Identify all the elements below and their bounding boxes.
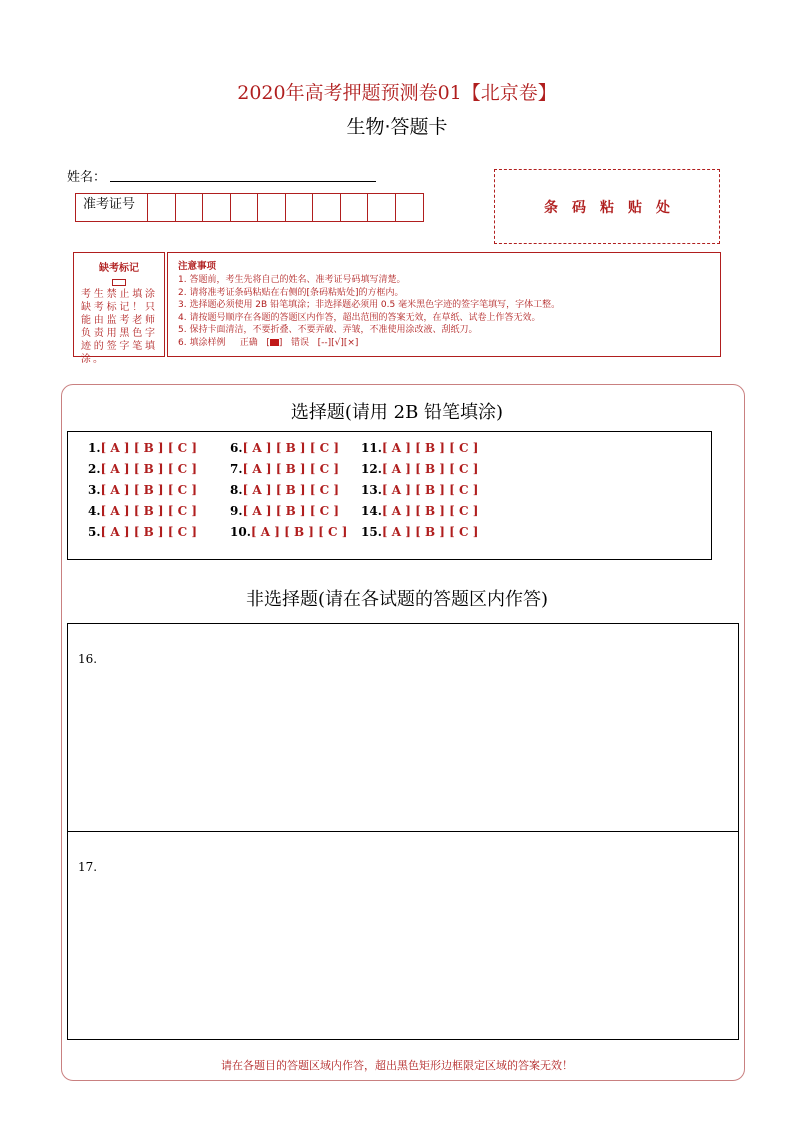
barcode-area bbox=[494, 169, 720, 244]
page-subtitle: 生物·答题卡 bbox=[346, 116, 448, 138]
notes-box bbox=[167, 252, 721, 357]
mc-heading: 选择题(请用 2B 铅笔填涂) bbox=[290, 402, 504, 423]
mc-question[interactable] bbox=[230, 483, 339, 497]
note-item: 1. 答题前，考生先将自己的姓名、准考证号码填写清楚。 bbox=[178, 275, 406, 285]
exam-id-cell[interactable] bbox=[368, 194, 396, 221]
mc-options[interactable]: [ A ] [ B ] [ C ] bbox=[250, 525, 348, 539]
mc-question[interactable] bbox=[230, 504, 339, 518]
fill-sample-wrong-marks: [--][√][×] bbox=[317, 337, 359, 348]
absent-mark-bubble[interactable] bbox=[112, 279, 126, 286]
mc-question-number: 11. bbox=[361, 441, 382, 455]
mc-question-number: 1. bbox=[88, 441, 101, 455]
absent-mark-box bbox=[73, 252, 165, 365]
answer-area-17[interactable] bbox=[67, 831, 739, 1040]
exam-id-cell[interactable] bbox=[396, 194, 424, 221]
footer-warning: 请在各题目的答题区域内作答，超出黑色矩形边框限定区域的答案无效！ bbox=[221, 1059, 573, 1072]
exam-id-cell[interactable] bbox=[313, 194, 341, 221]
mc-options[interactable]: [ A ] [ B ] [ C ] bbox=[100, 441, 198, 455]
mc-options[interactable]: [ A ] [ B ] [ C ] bbox=[381, 483, 479, 497]
filled-square-icon bbox=[270, 339, 279, 346]
question-number-17: 17. bbox=[78, 860, 98, 874]
mc-options[interactable]: [ A ] [ B ] [ C ] bbox=[100, 525, 198, 539]
mc-question-number: 7. bbox=[230, 462, 243, 476]
fill-sample-line: 6. 填涂样例 正确 [ ] 错误 [--][√][×] bbox=[178, 337, 359, 348]
mc-options[interactable]: [ A ] [ B ] [ C ] bbox=[242, 462, 340, 476]
name-field[interactable] bbox=[110, 181, 376, 182]
question-number-16: 16. bbox=[78, 652, 98, 666]
exam-id-cell[interactable] bbox=[231, 194, 259, 221]
exam-id-cell[interactable] bbox=[203, 194, 231, 221]
mc-question-number: 2. bbox=[88, 462, 101, 476]
mc-question-number: 6. bbox=[230, 441, 243, 455]
exam-id-table bbox=[75, 193, 424, 222]
mc-question[interactable] bbox=[88, 483, 197, 497]
mc-question[interactable] bbox=[361, 525, 478, 539]
barcode-label: 条码粘贴处 bbox=[544, 199, 684, 216]
fill-sample-correct-label: 正确 bbox=[239, 337, 258, 348]
mc-question-number: 9. bbox=[230, 504, 243, 518]
mc-question[interactable] bbox=[230, 441, 339, 455]
absent-mark-instructions: 考生禁止填涂缺考标记！只能由监考老师负责用黑色字迹的签字笔填涂。 bbox=[81, 289, 157, 365]
fill-sample-wrong-label: 错误 bbox=[290, 337, 309, 348]
mc-question-number: 15. bbox=[361, 525, 382, 539]
mc-question-number: 8. bbox=[230, 483, 243, 497]
page-title: 2020年高考押题预测卷01【北京卷】 bbox=[237, 82, 557, 104]
answer-area-16[interactable] bbox=[67, 623, 739, 832]
mc-question[interactable] bbox=[88, 462, 197, 476]
note-item: 2. 请将准考证条码粘贴在右侧的[条码粘贴处]的方框内。 bbox=[178, 287, 404, 298]
mc-options[interactable]: [ A ] [ B ] [ C ] bbox=[381, 525, 479, 539]
exam-id-label: 准考证号 bbox=[76, 194, 148, 221]
mc-question[interactable] bbox=[361, 462, 478, 476]
exam-id-cell[interactable] bbox=[341, 194, 369, 221]
mc-options[interactable]: [ A ] [ B ] [ C ] bbox=[242, 441, 340, 455]
mc-question-number: 4. bbox=[88, 504, 101, 518]
mc-question[interactable] bbox=[230, 462, 339, 476]
mc-question-number: 12. bbox=[361, 462, 382, 476]
mc-question-number: 5. bbox=[88, 525, 101, 539]
exam-id-cells[interactable] bbox=[148, 194, 423, 221]
mc-options[interactable]: [ A ] [ B ] [ C ] bbox=[100, 483, 198, 497]
mc-question[interactable] bbox=[88, 525, 197, 539]
mc-question[interactable] bbox=[361, 504, 478, 518]
mc-options[interactable]: [ A ] [ B ] [ C ] bbox=[100, 462, 198, 476]
exam-id-cell[interactable] bbox=[148, 194, 176, 221]
mc-options[interactable]: [ A ] [ B ] [ C ] bbox=[381, 462, 479, 476]
note-item: 4. 请按题号顺序在各题的答题区内作答，超出范围的答案无效，在草纸、试卷上作答无效。 bbox=[178, 312, 541, 323]
nc-heading: 非选择题(请在各试题的答题区内作答) bbox=[245, 589, 549, 610]
mc-question[interactable] bbox=[361, 441, 478, 455]
exam-id-cell[interactable] bbox=[176, 194, 204, 221]
absent-mark-title: 缺考标记 bbox=[99, 263, 139, 274]
note-item: 3. 选择题必须使用 2B 铅笔填涂；非选择题必须用 0.5 毫米黑色字迹的签字笔填写，字体工整。 bbox=[178, 300, 561, 311]
mc-question-number: 13. bbox=[361, 483, 382, 497]
mc-options[interactable]: [ A ] [ B ] [ C ] bbox=[381, 504, 479, 518]
exam-id-cell[interactable] bbox=[286, 194, 314, 221]
mc-question[interactable] bbox=[88, 441, 197, 455]
note-item: 5. 保持卡面清洁，不要折叠、不要弄破、弄皱，不准使用涂改液、刮纸刀。 bbox=[178, 325, 478, 336]
fill-sample-prefix: 6. 填涂样例 bbox=[178, 337, 226, 348]
mc-question[interactable] bbox=[230, 525, 347, 539]
mc-question-number: 14. bbox=[361, 504, 382, 518]
exam-id-cell[interactable] bbox=[258, 194, 286, 221]
mc-question-number: 3. bbox=[88, 483, 101, 497]
mc-options[interactable]: [ A ] [ B ] [ C ] bbox=[242, 483, 340, 497]
mc-question[interactable] bbox=[88, 504, 197, 518]
mc-question[interactable] bbox=[361, 483, 478, 497]
mc-answer-box bbox=[67, 431, 712, 560]
mc-question-number: 10. bbox=[230, 525, 251, 539]
mc-options[interactable]: [ A ] [ B ] [ C ] bbox=[242, 504, 340, 518]
notes-title: 注意事项 bbox=[178, 261, 217, 272]
mc-options[interactable]: [ A ] [ B ] [ C ] bbox=[100, 504, 198, 518]
mc-options[interactable]: [ A ] [ B ] [ C ] bbox=[381, 441, 479, 455]
name-label: 姓名： bbox=[67, 170, 107, 185]
